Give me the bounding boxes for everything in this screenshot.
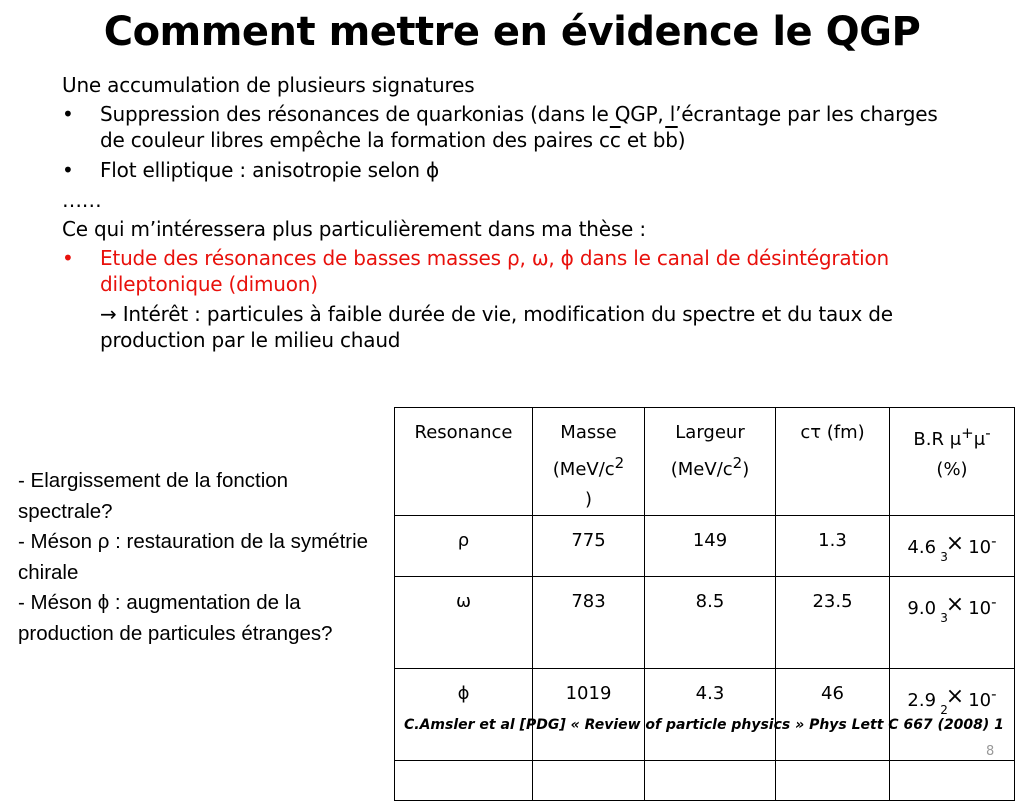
slide-content — [62, 72, 962, 353]
cell-name: ω — [395, 577, 533, 669]
bullet-quarkonia — [62, 101, 962, 153]
side-note-2: - Méson ρ : restauration de la symétrie chirale — [18, 530, 369, 584]
header-ctau: cτ (fm) — [776, 408, 890, 516]
cell-ctau: 1.3 — [776, 516, 890, 577]
thesis-intro: Ce qui m’intéressera plus particulièrement dans ma thèse : — [62, 217, 646, 241]
arrow-icon: → — [100, 302, 117, 326]
b-bar: $\overline{b}$ — [665, 128, 678, 152]
bullet-flot — [62, 157, 962, 183]
bullet-flot-text: Flot elliptique : anisotropie selon ϕ — [100, 158, 439, 182]
table-header-row — [395, 408, 1015, 516]
cell-mass: 1019 — [533, 669, 645, 761]
header-masse: Masse ($MeV/c^2$ ) — [533, 408, 645, 516]
cell-mass: 783 — [533, 577, 645, 669]
ellipsis: …… — [62, 188, 102, 212]
side-notes — [18, 466, 378, 649]
cell-br: 9.0 × 10- 3 — [890, 577, 1015, 669]
intro-line: Une accumulation de plusieurs signatures — [62, 73, 475, 97]
cell-br: 4.6 × 10- 3 — [890, 516, 1015, 577]
interest-line — [62, 301, 962, 353]
slide-title: Comment mettre en évidence le QGP — [103, 9, 921, 55]
header-largeur: Largeur $(MeV/c^2)$ — [645, 408, 776, 516]
cell-name: ϕ — [395, 669, 533, 761]
cell-width: 4.3 — [645, 669, 776, 761]
cell-br: 2.9 × 10- 2 — [890, 669, 1015, 761]
table-row — [395, 516, 1015, 577]
table-row — [395, 577, 1015, 669]
bullet-dot: • — [62, 246, 74, 270]
bullet-resonances-text: Etude des résonances de basses masses ρ, ω, ϕ dans le canal de désintégration dileptonique (dimuon) — [100, 246, 889, 296]
cell-ctau: 46 — [776, 669, 890, 761]
cell-mass: 775 — [533, 516, 645, 577]
reference-citation: C.Amsler et al [PDG] « Review of particle physics » Phys Lett C 667 (2008) 1 — [404, 717, 1004, 733]
page-number: 8 — [986, 744, 995, 759]
interest-text: Intérêt : particules à faible durée de vie, modification du spectre et du taux de production par le milieu chaud — [100, 302, 893, 352]
bullet-quarkonia-text: Suppression des résonances de quarkonias (dans le QGP, l’écrantage par les charges de couleur libres empêche la formation des paires c — [100, 102, 938, 152]
side-note-3: - Méson ϕ : augmentation de la production de particules étranges? — [18, 591, 333, 645]
table-row — [395, 669, 1015, 761]
cell-ctau: 23.5 — [776, 577, 890, 669]
bullet-dot: • — [62, 102, 74, 126]
bullet-quarkonia-mid: et b — [620, 128, 666, 152]
c-bar: $\overline{c}$ — [609, 128, 621, 152]
cell-width: 8.5 — [645, 577, 776, 669]
header-resonance: Resonance — [395, 408, 533, 516]
cell-width: 149 — [645, 516, 776, 577]
table-row-empty — [395, 761, 1015, 801]
header-br: B.R μ+μ- (%) — [890, 408, 1015, 516]
resonance-table — [394, 407, 1015, 801]
cell-name: ρ — [395, 516, 533, 577]
bullet-dot: • — [62, 158, 74, 182]
side-note-1: - Elargissement de la fonction spectrale? — [18, 469, 289, 523]
bullet-resonances — [62, 245, 962, 297]
bullet-quarkonia-end: ) — [677, 128, 686, 152]
